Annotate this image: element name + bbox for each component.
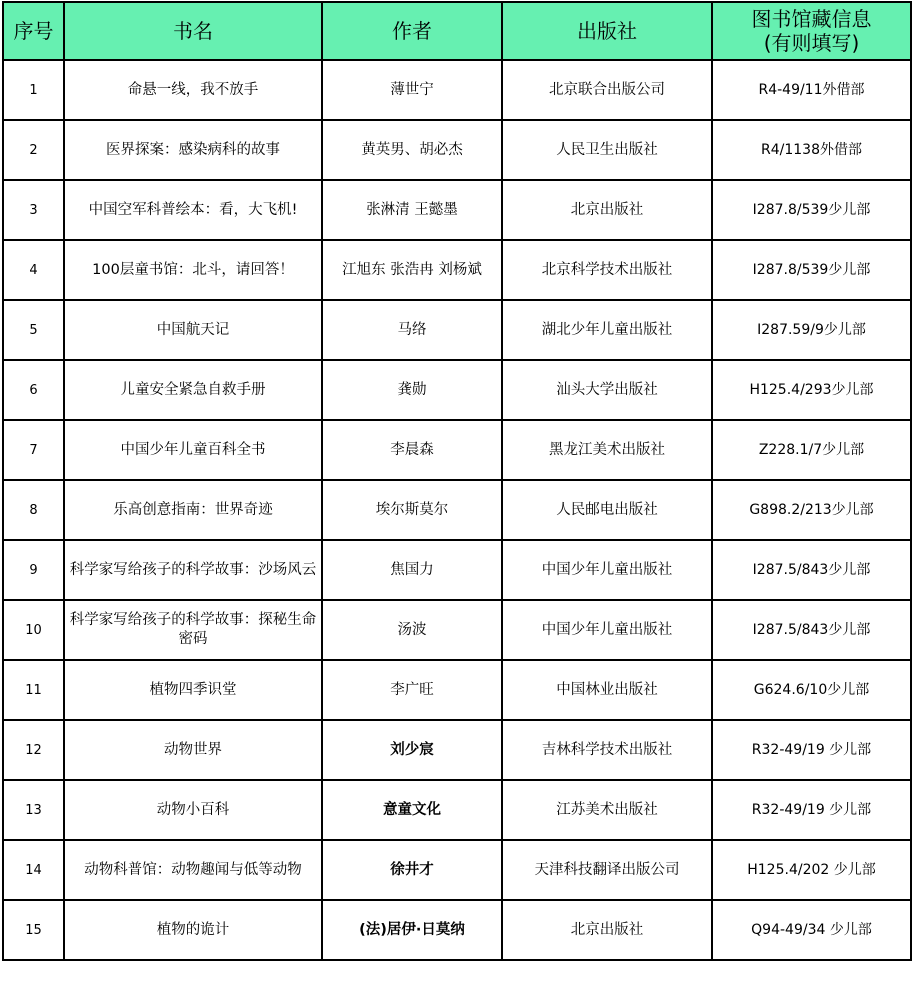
cell-no: 2 — [3, 120, 64, 180]
cell-no: 1 — [3, 60, 64, 120]
cell-author: 刘少宸 — [322, 720, 502, 780]
cell-publisher: 北京出版社 — [502, 900, 712, 960]
table-row — [3, 240, 911, 300]
cell-author: 埃尔斯莫尔 — [322, 480, 502, 540]
cell-call-number: R32-49/19 少儿部 — [712, 720, 911, 780]
cell-publisher: 北京联合出版公司 — [502, 60, 712, 120]
header-publisher: 出版社 — [502, 2, 712, 60]
cell-publisher: 人民邮电出版社 — [502, 480, 712, 540]
header-collection-line1: 图书馆藏信息 — [751, 7, 872, 31]
cell-title: 中国空军科普绘本：看，大飞机! — [64, 180, 322, 240]
table-row — [3, 480, 911, 540]
cell-call-number: R32-49/19 少儿部 — [712, 780, 911, 840]
cell-publisher: 中国少年儿童出版社 — [502, 540, 712, 600]
cell-author: 李广旺 — [322, 660, 502, 720]
table-row — [3, 300, 911, 360]
cell-author: 龚勋 — [322, 360, 502, 420]
cell-publisher: 黑龙江美术出版社 — [502, 420, 712, 480]
cell-no: 13 — [3, 780, 64, 840]
cell-no: 12 — [3, 720, 64, 780]
cell-no: 14 — [3, 840, 64, 900]
cell-title: 动物世界 — [64, 720, 322, 780]
cell-author: 马络 — [322, 300, 502, 360]
cell-publisher: 人民卫生出版社 — [502, 120, 712, 180]
cell-author: (法)居伊·日莫纳 — [322, 900, 502, 960]
table-row — [3, 840, 911, 900]
cell-title: 中国航天记 — [64, 300, 322, 360]
cell-title: 植物的诡计 — [64, 900, 322, 960]
cell-title: 100层童书馆：北斗，请回答！ — [64, 240, 322, 300]
header-title: 书名 — [64, 2, 322, 60]
table-row — [3, 180, 911, 240]
book-list-table — [2, 1, 912, 961]
cell-no: 5 — [3, 300, 64, 360]
cell-no: 3 — [3, 180, 64, 240]
cell-no: 8 — [3, 480, 64, 540]
table-row — [3, 540, 911, 600]
cell-no: 6 — [3, 360, 64, 420]
cell-call-number: H125.4/293少儿部 — [712, 360, 911, 420]
cell-no: 9 — [3, 540, 64, 600]
table-row — [3, 780, 911, 840]
cell-call-number: I287.5/843少儿部 — [712, 540, 911, 600]
table-body — [3, 60, 911, 960]
cell-call-number: G898.2/213少儿部 — [712, 480, 911, 540]
header-no: 序号 — [3, 2, 64, 60]
cell-call-number: I287.5/843少儿部 — [712, 600, 911, 660]
cell-call-number: H125.4/202 少儿部 — [712, 840, 911, 900]
cell-title: 科学家写给孩子的科学故事：沙场风云 — [64, 540, 322, 600]
header-collection-info — [712, 2, 911, 60]
table-row — [3, 720, 911, 780]
cell-author: 张淋清 王懿墨 — [322, 180, 502, 240]
cell-call-number: Q94-49/34 少儿部 — [712, 900, 911, 960]
cell-no: 10 — [3, 600, 64, 660]
cell-publisher: 江苏美术出版社 — [502, 780, 712, 840]
cell-publisher: 天津科技翻译出版公司 — [502, 840, 712, 900]
cell-title: 命悬一线，我不放手 — [64, 60, 322, 120]
cell-call-number: R4-49/11外借部 — [712, 60, 911, 120]
table-row — [3, 900, 911, 960]
cell-call-number: I287.59/9少儿部 — [712, 300, 911, 360]
cell-author: 李晨森 — [322, 420, 502, 480]
cell-author: 汤波 — [322, 600, 502, 660]
cell-author: 徐井才 — [322, 840, 502, 900]
header-collection-line2: (有则填写) — [763, 31, 860, 55]
cell-author: 焦国力 — [322, 540, 502, 600]
cell-call-number: I287.8/539少儿部 — [712, 240, 911, 300]
header-author: 作者 — [322, 2, 502, 60]
cell-publisher: 北京科学技术出版社 — [502, 240, 712, 300]
cell-title: 科学家写给孩子的科学故事：探秘生命密码 — [64, 600, 322, 660]
cell-author: 黄英男、胡必杰 — [322, 120, 502, 180]
cell-author: 薄世宁 — [322, 60, 502, 120]
table-row — [3, 60, 911, 120]
cell-no: 4 — [3, 240, 64, 300]
cell-title: 植物四季识堂 — [64, 660, 322, 720]
cell-publisher: 汕头大学出版社 — [502, 360, 712, 420]
cell-no: 7 — [3, 420, 64, 480]
cell-call-number: Z228.1/7少儿部 — [712, 420, 911, 480]
cell-publisher: 中国林业出版社 — [502, 660, 712, 720]
table-header — [3, 2, 911, 60]
cell-publisher: 吉林科学技术出版社 — [502, 720, 712, 780]
cell-call-number: R4/1138外借部 — [712, 120, 911, 180]
table-row — [3, 120, 911, 180]
cell-no: 11 — [3, 660, 64, 720]
cell-publisher: 北京出版社 — [502, 180, 712, 240]
cell-title: 儿童安全紧急自救手册 — [64, 360, 322, 420]
cell-title: 医界探案：感染病科的故事 — [64, 120, 322, 180]
cell-publisher: 中国少年儿童出版社 — [502, 600, 712, 660]
cell-no: 15 — [3, 900, 64, 960]
table-row — [3, 360, 911, 420]
table-row — [3, 660, 911, 720]
header-row — [3, 2, 911, 60]
cell-publisher: 湖北少年儿童出版社 — [502, 300, 712, 360]
cell-author: 意童文化 — [322, 780, 502, 840]
cell-call-number: I287.8/539少儿部 — [712, 180, 911, 240]
table-row — [3, 420, 911, 480]
cell-author: 江旭东 张浩冉 刘杨斌 — [322, 240, 502, 300]
cell-title: 中国少年儿童百科全书 — [64, 420, 322, 480]
table-row — [3, 600, 911, 660]
cell-title: 动物科普馆：动物趣闻与低等动物 — [64, 840, 322, 900]
cell-title: 动物小百科 — [64, 780, 322, 840]
cell-call-number: G624.6/10少儿部 — [712, 660, 911, 720]
cell-title: 乐高创意指南：世界奇迹 — [64, 480, 322, 540]
